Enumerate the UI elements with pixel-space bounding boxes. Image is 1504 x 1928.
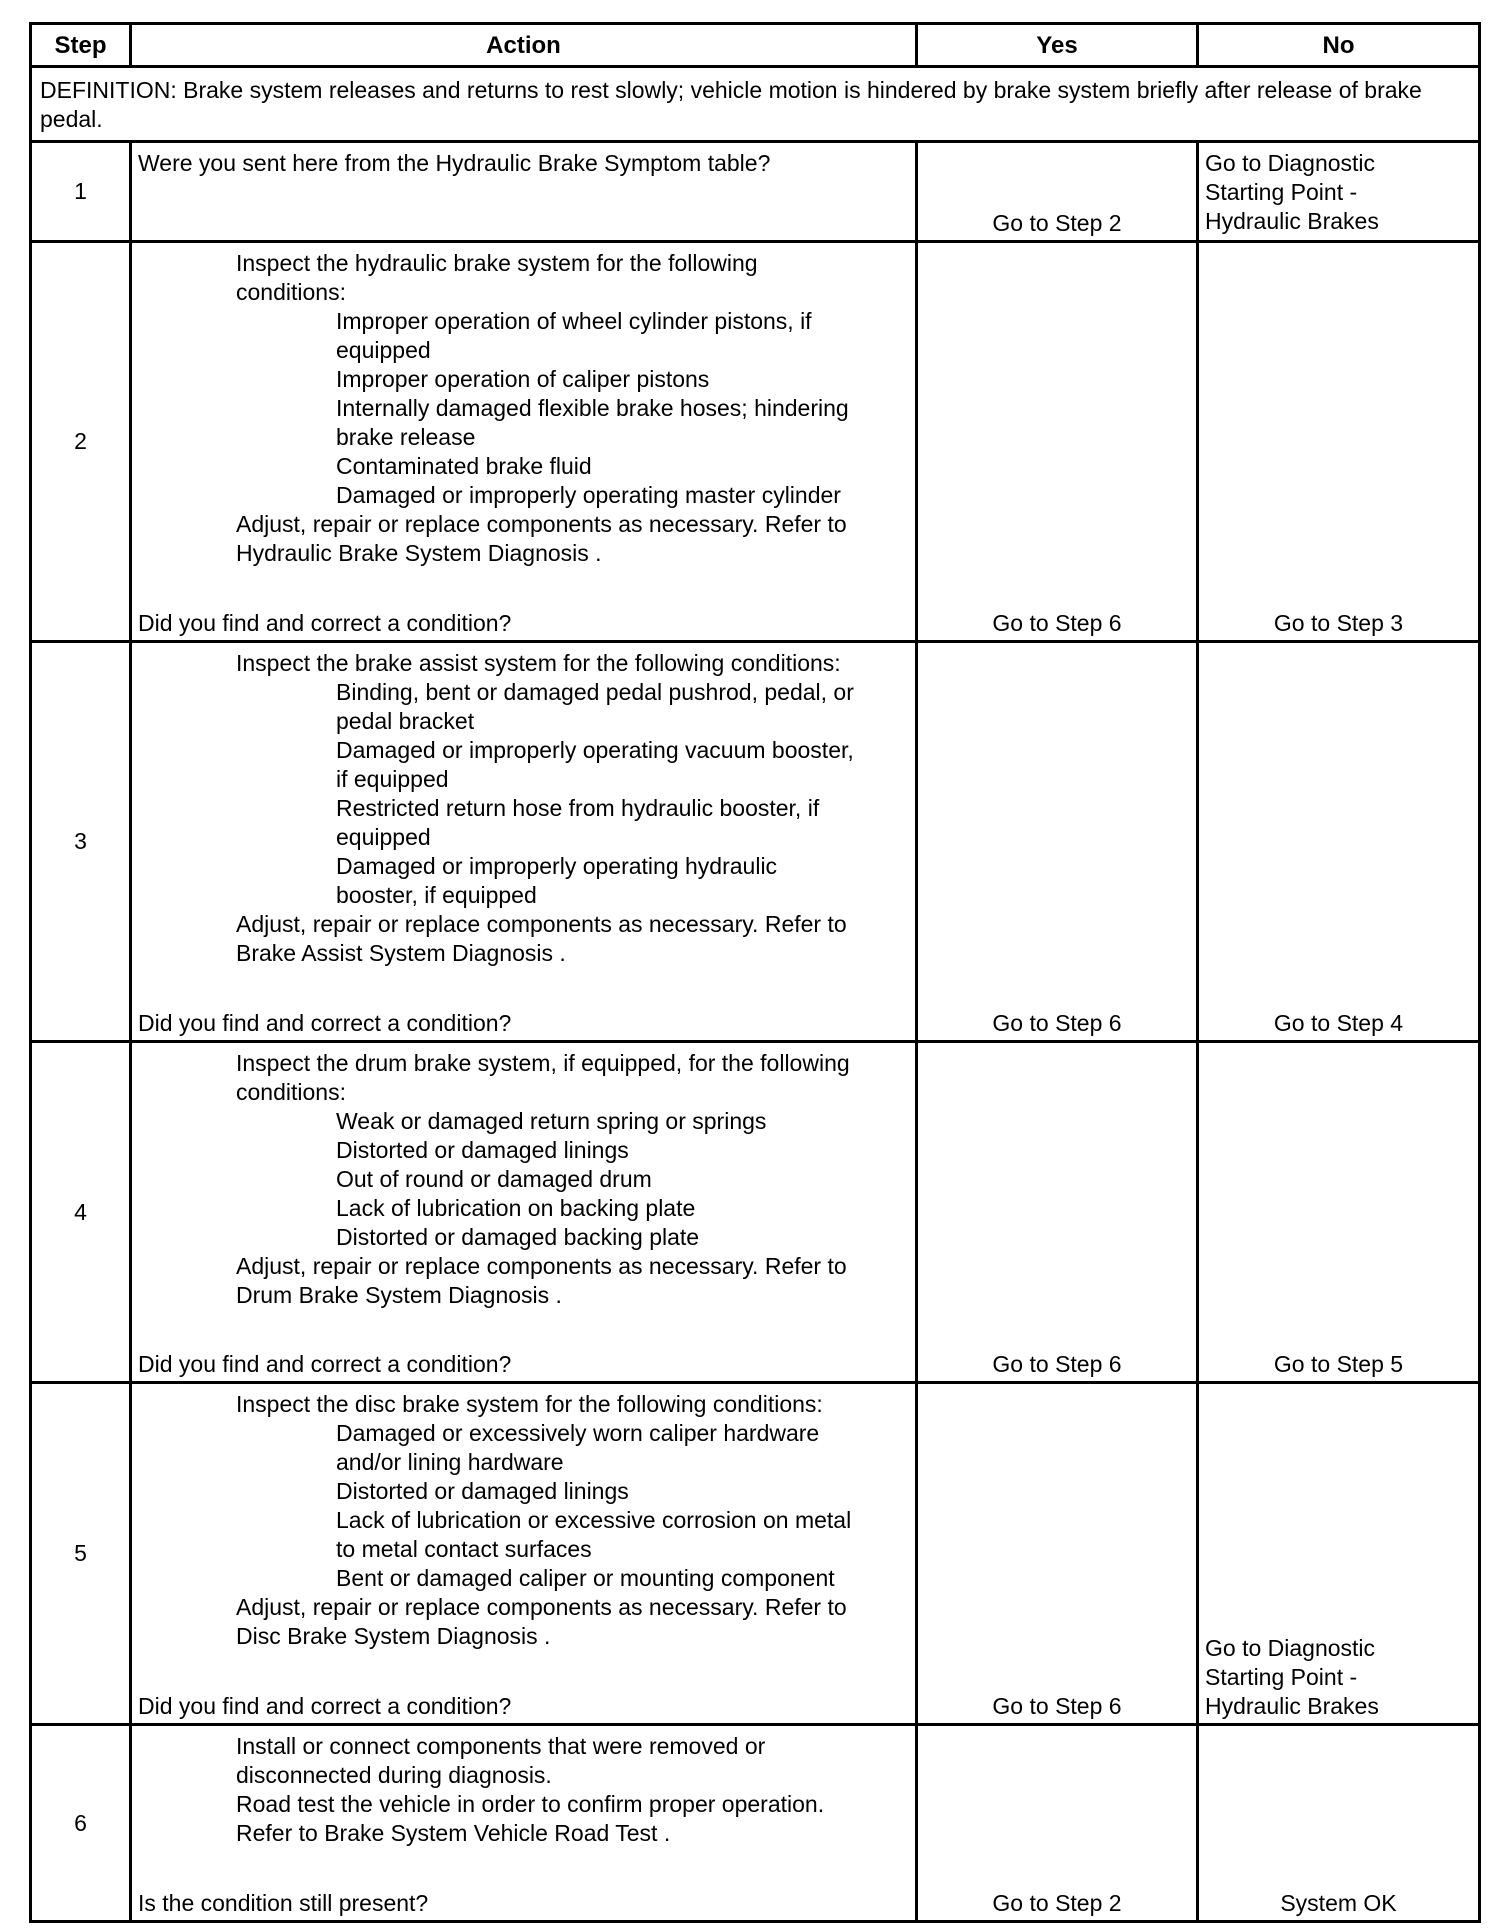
condition-line: equipped (336, 337, 431, 363)
action-line: Adjust, repair or replace components as necessary. Refer to (236, 1253, 847, 1279)
condition-line: and/or lining hardware (336, 1449, 564, 1475)
condition-line: Distorted or damaged backing plate (336, 1224, 700, 1250)
yes-cell (917, 142, 1198, 242)
reference-link[interactable]: Disc Brake System Diagnosis . (236, 1623, 551, 1649)
table-row (31, 1725, 1480, 1922)
no-line: Starting Point - (1205, 1664, 1358, 1690)
condition-line: Restricted return hose from hydraulic booster, if (336, 795, 820, 821)
header-no: No (1198, 24, 1480, 67)
condition-line: Improper operation of caliper pistons (336, 366, 710, 392)
no-link[interactable]: Go to Step 4 (1273, 1010, 1404, 1036)
condition-line: pedal bracket (336, 708, 475, 734)
condition-line: Contaminated brake fluid (336, 453, 592, 479)
action-line: Adjust, repair or replace components as necessary. Refer to (236, 911, 847, 937)
action-line: Road test the vehicle in order to confirm proper operation. (236, 1791, 825, 1817)
condition-line: Bent or damaged caliper or mounting component (336, 1565, 835, 1591)
reference-link[interactable]: Refer to Brake System Vehicle Road Test . (236, 1820, 671, 1846)
no-status: System OK (1280, 1890, 1397, 1916)
no-line: Hydraulic Brakes (1205, 1693, 1379, 1719)
action-line: Adjust, repair or replace components as necessary. Refer to (236, 1594, 847, 1620)
no-link[interactable] (1205, 1634, 1379, 1721)
condition-line: Lack of lubrication on backing plate (336, 1195, 696, 1221)
step-number: 3 (31, 642, 131, 1042)
step-number: 2 (31, 242, 131, 642)
condition-line: Improper operation of wheel cylinder pistons, if (336, 308, 812, 334)
step-number: 5 (31, 1383, 131, 1725)
condition-line: Damaged or improperly operating vacuum booster, (336, 737, 854, 763)
action-line: Inspect the drum brake system, if equipped, for the following (236, 1050, 850, 1076)
condition-line: equipped (336, 824, 431, 850)
step-number: 1 (31, 142, 131, 242)
condition-line: Out of round or damaged drum (336, 1166, 652, 1192)
yes-cell (917, 1042, 1198, 1383)
table-row (31, 142, 1480, 242)
no-cell (1198, 142, 1480, 242)
yes-link[interactable]: Go to Step 6 (992, 610, 1122, 636)
no-cell (1198, 1725, 1480, 1922)
action-question: Did you find and correct a condition? (138, 610, 512, 636)
action-line: conditions: (236, 1079, 346, 1105)
condition-line: Internally damaged flexible brake hoses; hindering (336, 395, 849, 421)
condition-line: Distorted or damaged linings (336, 1478, 629, 1504)
action-line: Inspect the brake assist system for the following conditions: (236, 650, 841, 676)
table-row (31, 1383, 1480, 1725)
yes-link[interactable]: Go to Step 6 (992, 1693, 1122, 1719)
action-line: Inspect the hydraulic brake system for the following (236, 250, 758, 276)
no-cell (1198, 642, 1480, 1042)
condition-line: Damaged or excessively worn caliper hardware (336, 1420, 820, 1446)
reference-link[interactable]: Hydraulic Brake System Diagnosis . (236, 540, 602, 566)
yes-link[interactable]: Go to Step 6 (992, 1351, 1122, 1377)
action-question: Did you find and correct a condition? (138, 1351, 512, 1377)
no-link[interactable]: Go to Step 5 (1273, 1351, 1404, 1377)
condition-line: Weak or damaged return spring or springs (336, 1108, 767, 1134)
condition-line: to metal contact surfaces (336, 1536, 592, 1562)
action-cell (131, 642, 917, 1042)
action-line: disconnected during diagnosis. (236, 1762, 552, 1788)
action-line: conditions: (236, 279, 346, 305)
definition-row (31, 67, 1480, 142)
reference-link[interactable]: Brake Assist System Diagnosis . (236, 940, 566, 966)
yes-cell (917, 642, 1198, 1042)
no-line: Go to Diagnostic (1205, 1635, 1376, 1661)
action-question: Were you sent here from the Hydraulic Brake Symptom table? (138, 150, 771, 176)
reference-link[interactable]: Drum Brake System Diagnosis . (236, 1282, 562, 1308)
yes-cell (917, 1725, 1198, 1922)
action-question: Is the condition still present? (138, 1890, 429, 1916)
action-cell (131, 142, 917, 242)
no-line: Hydraulic Brakes (1205, 208, 1379, 234)
action-question: Did you find and correct a condition? (138, 1693, 512, 1719)
action-line: Adjust, repair or replace components as necessary. Refer to (236, 511, 847, 537)
yes-cell (917, 1383, 1198, 1725)
action-question: Did you find and correct a condition? (138, 1010, 512, 1036)
condition-line: Damaged or improperly operating hydraulic (336, 853, 778, 879)
no-line: Go to Diagnostic (1205, 150, 1376, 176)
condition-line: booster, if equipped (336, 882, 537, 908)
action-cell (131, 242, 917, 642)
condition-line: Lack of lubrication or excessive corrosion on metal (336, 1507, 852, 1533)
action-cell (131, 1383, 917, 1725)
no-line: Starting Point - (1205, 179, 1358, 205)
yes-link[interactable]: Go to Step 2 (992, 210, 1122, 236)
table-row (31, 242, 1480, 642)
no-link[interactable] (1205, 149, 1379, 236)
definition-text: DEFINITION: Brake system releases and returns to rest slowly; vehicle motion is hindered by brake system briefly after release of brake pedal. (31, 67, 1480, 142)
step-number: 4 (31, 1042, 131, 1383)
condition-line: brake release (336, 424, 476, 450)
no-cell (1198, 1042, 1480, 1383)
no-cell (1198, 242, 1480, 642)
condition-line: Distorted or damaged linings (336, 1137, 629, 1163)
table-row (31, 1042, 1480, 1383)
condition-line: Binding, bent or damaged pedal pushrod, pedal, or (336, 679, 854, 705)
action-line: Inspect the disc brake system for the following conditions: (236, 1391, 823, 1417)
diagnostic-table (29, 22, 1481, 1923)
action-line: Install or connect components that were removed or (236, 1733, 766, 1759)
yes-cell (917, 242, 1198, 642)
yes-link[interactable]: Go to Step 2 (992, 1890, 1122, 1916)
condition-line: Damaged or improperly operating master cylinder (336, 482, 841, 508)
table-row (31, 642, 1480, 1042)
step-number: 6 (31, 1725, 131, 1922)
no-cell (1198, 1383, 1480, 1725)
action-cell (131, 1725, 917, 1922)
condition-line: if equipped (336, 766, 449, 792)
header-yes: Yes (917, 24, 1198, 67)
header-step: Step (31, 24, 131, 67)
no-link[interactable]: Go to Step 3 (1273, 610, 1404, 636)
header-action: Action (131, 24, 917, 67)
header-row (31, 24, 1480, 67)
yes-link[interactable]: Go to Step 6 (992, 1010, 1122, 1036)
action-cell (131, 1042, 917, 1383)
